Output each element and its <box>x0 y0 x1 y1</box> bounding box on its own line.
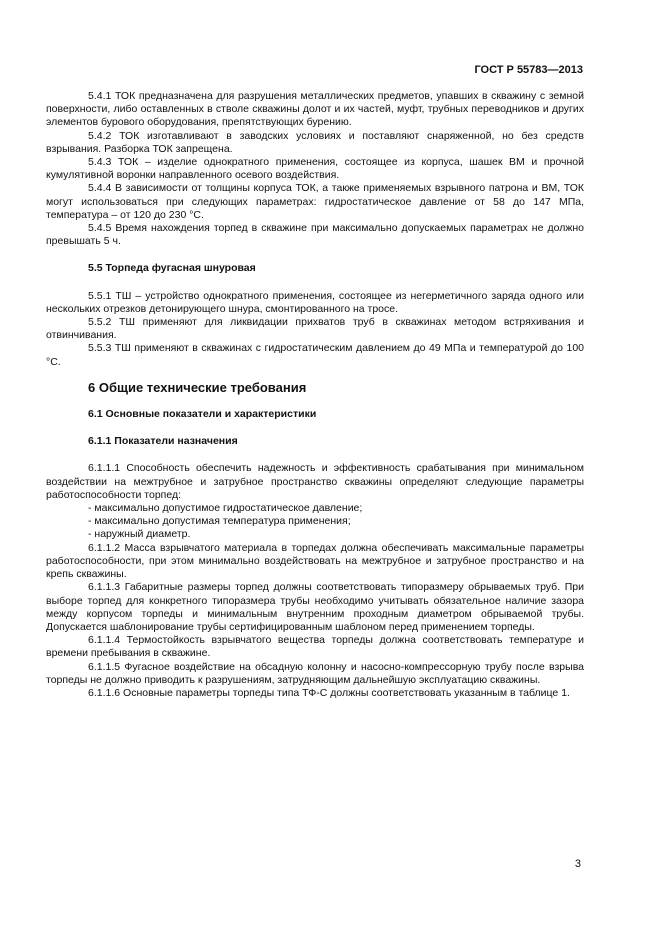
paragraph: 6.1.1.2 Масса взрывчатого материала в торпедах должна обеспечивать максимальные параметры работоспособности, при этом минимально воздействовать на межтрубное и затрубное пространство и на крепь скважины. <box>46 541 584 581</box>
section-heading: 6 Общие технические требования <box>88 379 307 395</box>
paragraph: 6.1.1.1 Способность обеспечить надежность и эффективность срабатывания при минимальном воздействии на межтрубное и затрубное пространство скважины определяют следующие параметры работоспособности торпед: <box>46 462 584 501</box>
paragraph: 5.4.4 В зависимости от толщины корпуса ТОК, а также применяемых взрывного патрона и ВМ, ТОК могут использоваться при следующих параметрах: гидростатическое давление от 58 до 147 МПа, температура – от 120 до 230 °С. <box>46 182 584 221</box>
list-item: - наружный диаметр. <box>88 528 191 541</box>
document-header: ГОСТ Р 55783—2013 <box>474 64 583 76</box>
paragraph: 5.4.2 ТОК изготавливают в заводских условиях и поставляют снаряженной, но без средств взрывания. Разборка ТОК запрещена. <box>46 129 584 155</box>
section-5-5 <box>46 290 584 369</box>
page-number: 3 <box>574 858 581 870</box>
subsection-heading: 5.5 Торпеда фугасная шнуровая <box>88 262 256 275</box>
subsection-heading: 6.1 Основные показатели и характеристики <box>88 408 317 421</box>
paragraph: 6.1.1.3 Габаритные размеры торпед должны соответствовать типоразмеру обрываемых труб. При выборе торпед для конкретного типоразмера трубы необходимо учитывать обязательное наличие зазора между корпусом торпеды и минимальным внутренним проходным диаметром обрываемой трубы. Допускается шаблонирование трубы сертифицированным шаблоном перед применением торпеды. <box>46 581 584 633</box>
subsection-heading: 6.1.1 Показатели назначения <box>88 435 238 448</box>
section-5-4 <box>46 90 584 248</box>
list-item: - максимально допустимая температура применения; <box>88 515 351 528</box>
section-6-1-1 <box>46 462 584 700</box>
paragraph: 5.5.3 ТШ применяют в скважинах с гидростатическим давлением до 49 МПа и температурой до 100 °С. <box>46 342 584 368</box>
paragraph: 5.4.3 ТОК – изделие однократного применения, состоящее из корпуса, шашек ВМ и прочной кумулятивной воронки направленного осевого воздействия. <box>46 156 584 182</box>
paragraph: 6.1.1.4 Термостойкость взрывчатого вещества торпеды должна соответствовать температуре и времени пребывания в скважине. <box>46 634 584 660</box>
list-item: - максимально допустимое гидростатическое давление; <box>88 502 363 515</box>
paragraph: 5.4.1 ТОК предназначена для разрушения металлических предметов, упавших в скважину с земной поверхности, либо оставленных в стволе скважины долот и их частей, муфт, трубных переводников и других элементов бурового оборудования, препятствующих бурению. <box>46 90 584 129</box>
page-body <box>46 90 584 700</box>
paragraph: 5.5.2 ТШ применяют для ликвидации прихватов труб в скважинах методом встряхивания и отвинчивания. <box>46 316 584 342</box>
paragraph: 5.5.1 ТШ – устройство однократного применения, состоящее из негерметичного заряда одного или нескольких отрезков детонирующего шнура, смонтированного на тросе. <box>46 289 584 315</box>
paragraph: 5.4.5 Время нахождения торпед в скважине при максимально допускаемых параметрах не должно превышать 5 ч. <box>46 222 584 248</box>
paragraph: 6.1.1.5 Фугасное воздействие на обсадную колонну и насосно-компрессорную трубу после взрыва торпеды не должно приводить к разрушениям, затрудняющим дальнейшую эксплуатацию скважины. <box>46 660 584 686</box>
paragraph: 6.1.1.6 Основные параметры торпеды типа ТФ-С должны соответствовать указанным в таблице 1. <box>88 686 570 699</box>
